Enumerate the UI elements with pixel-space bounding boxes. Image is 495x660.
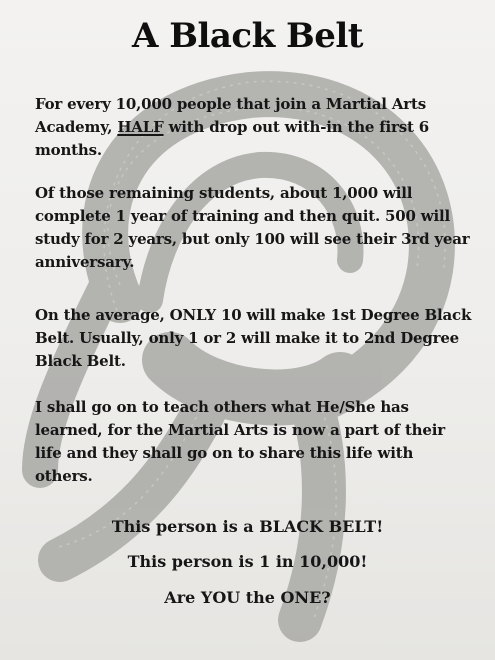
closing-line-are-you-the-one: Are YOU the ONE?: [164, 588, 331, 607]
paragraph-dropout: [35, 93, 475, 162]
paragraph-dropout-end: with drop out with-in the first 6 months.: [35, 118, 429, 159]
paragraph-teaching: I shall go on to teach others what He/She has learned, for the Martial Arts is now a part of their life and they shall go on to share this life with others.: [35, 398, 445, 485]
closing-line-one-in-ten-thousand: This person is 1 in 10,000!: [127, 552, 368, 571]
emphasis-half: HALF: [117, 118, 164, 136]
paragraph-dropout-start: For every 10,000 people that join a Martial Arts Academy,: [35, 95, 426, 136]
paragraph-black-belt-odds: On the average, ONLY 10 will make 1st Degree Black Belt. Usually, only 1 or 2 will make it to 2nd Degree Black Belt.: [35, 306, 472, 370]
paragraph-retention: Of those remaining students, about 1,000 will complete 1 year of training and then quit. 500 will study for 2 years, but only 100 will see their 3rd year anniversary.: [35, 184, 470, 271]
closing-line-black-belt: This person is a BLACK BELT!: [111, 517, 384, 536]
page-title: A Black Belt: [132, 16, 363, 56]
